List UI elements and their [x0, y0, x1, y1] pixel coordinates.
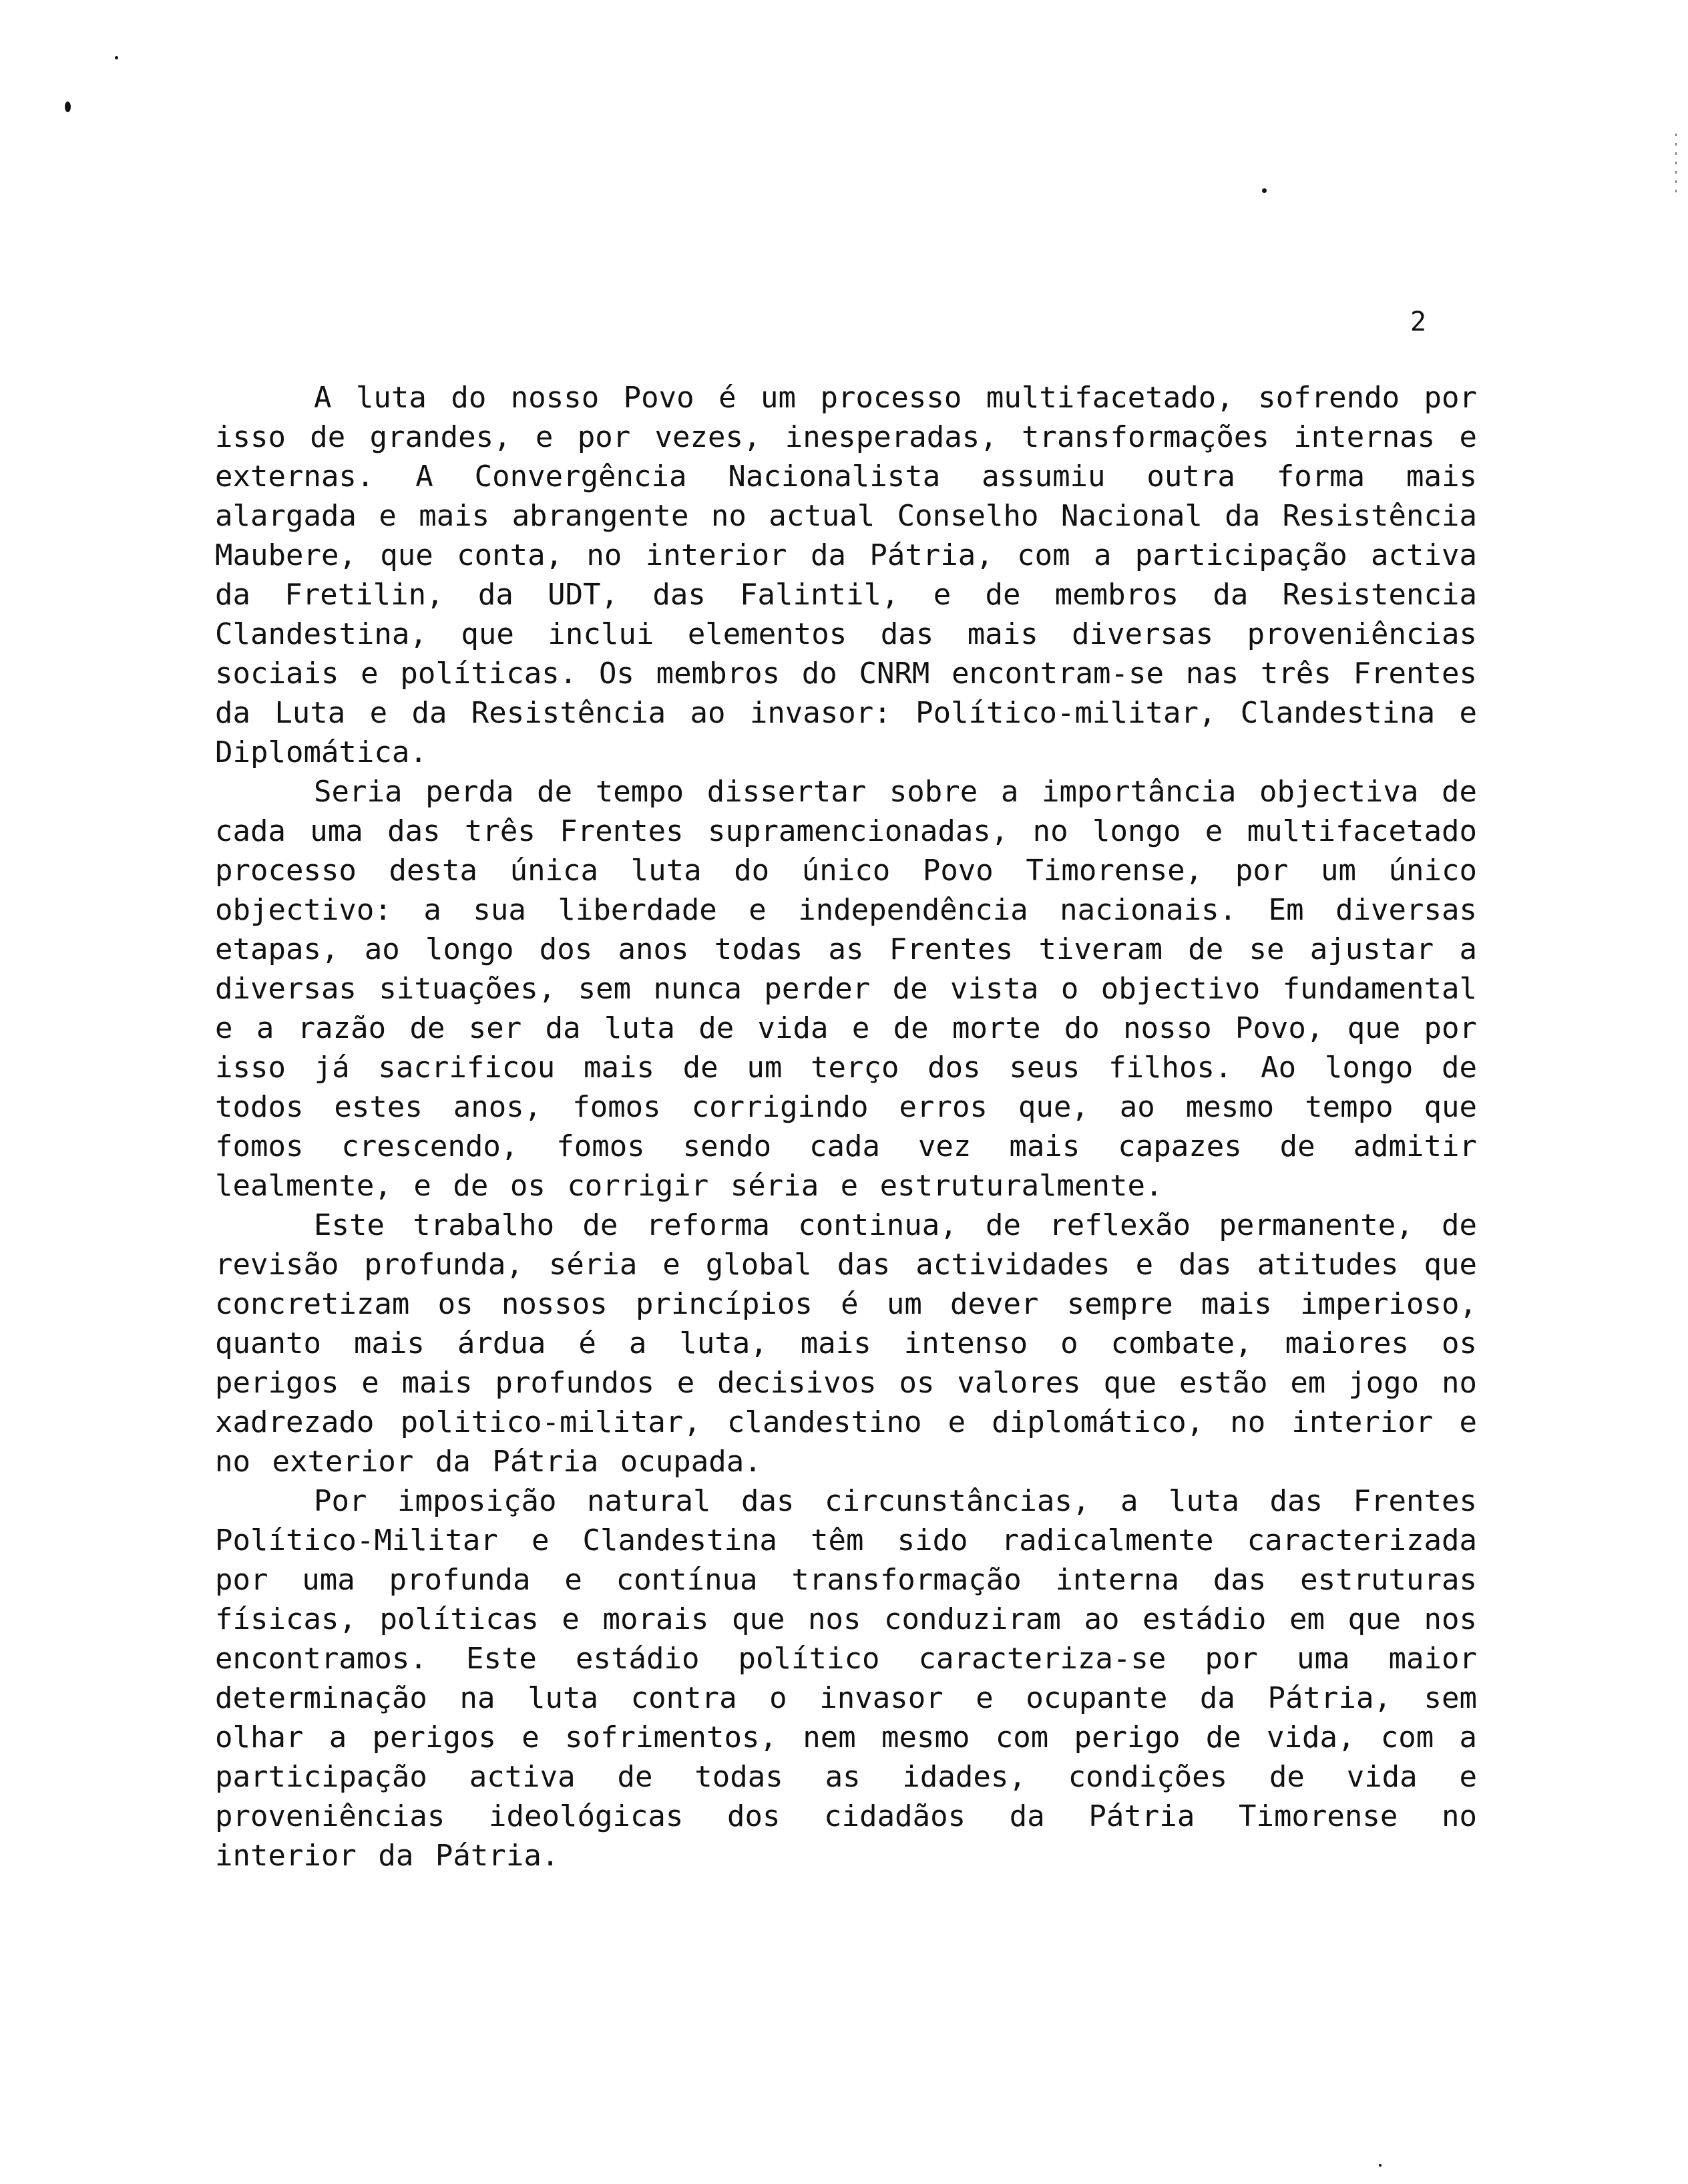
- body-text: [215, 378, 1477, 1875]
- scan-edge-mark: [1675, 134, 1677, 194]
- paragraph-tres-frentes: Seria perda de tempo dissertar sobre a importância objectiva de cada uma das três Frentes supramencionadas, no longo e multifacetado processo desta única luta do único Povo Timorense, por um único objectivo: a sua liberdade e independência nacionais. Em diversas etapas, ao longo dos anos todas as Frentes tiveram de se ajustar a diversas situações, sem nunca perder de vista o objectivo fundamental e a razão de ser da luta de vida e de morte do nosso Povo, que por isso já sacrificou mais de um terço dos seus filhos. Ao longo de todos estes anos, fomos corrigindo erros que, ao mesmo tempo que fomos crescendo, fomos sendo cada vez mais capazes de admitir lealmente, e de os corrigir séria e estruturalmente.: [215, 775, 1477, 1203]
- paragraph-convergencia: A luta do nosso Povo é um processo multifacetado, sofrendo por isso de grandes, e por vezes, inesperadas, transformações internas e externas. A Convergência Nacionalista assumiu outra forma mais alargada e mais abrangente no actual Conselho Nacional da Resistência Maubere, que conta, no interior da Pátria, com a participação activa da Fretilin, da UDT, das Falintil, e de membros da Resistencia Clandestina, que inclui elementos das mais diversas proveniências sociais e políticas. Os membros do CNRM encontram-se nas três Frentes da Luta e da Resistência ao invasor: Político-militar, Clandestina e Diplomática.: [215, 381, 1477, 769]
- paragraph-imposicao: Por imposição natural das circunstâncias, a luta das Frentes Político-Militar e Clandestina têm sido radicalmente caracterizada por uma profunda e contínua transformação interna das estruturas físicas, políticas e morais que nos conduziram ao estádio em que nos encontramos. Este estádio político caracteriza-se por uma maior determinação na luta contra o invasor e ocupante da Pátria, sem olhar a perigos e sofrimentos, nem mesmo com perigo de vida, com a participação activa de todas as idades, condições de vida e proveniências ideológicas dos cidadãos da Pátria Timorense no interior da Pátria.: [215, 1484, 1477, 1873]
- scan-speck: [115, 56, 118, 59]
- scan-speck: [1379, 2164, 1382, 2167]
- paragraph-reforma: Este trabalho de reforma continua, de reflexão permanente, de revisão profunda, séria e global das actividades e das atitudes que concretizam os nossos princípios é um dever sempre mais imperioso, quanto mais árdua é a luta, mais intenso o combate, maiores os perigos e mais profundos e decisivos os valores que estão em jogo no xadrezado politico-militar, clandestino e diplomático, no interior e no exterior da Pátria ocupada.: [215, 1208, 1477, 1479]
- scan-speck: [65, 102, 71, 112]
- page-number: 2: [1410, 307, 1427, 337]
- scan-speck: [1262, 188, 1267, 193]
